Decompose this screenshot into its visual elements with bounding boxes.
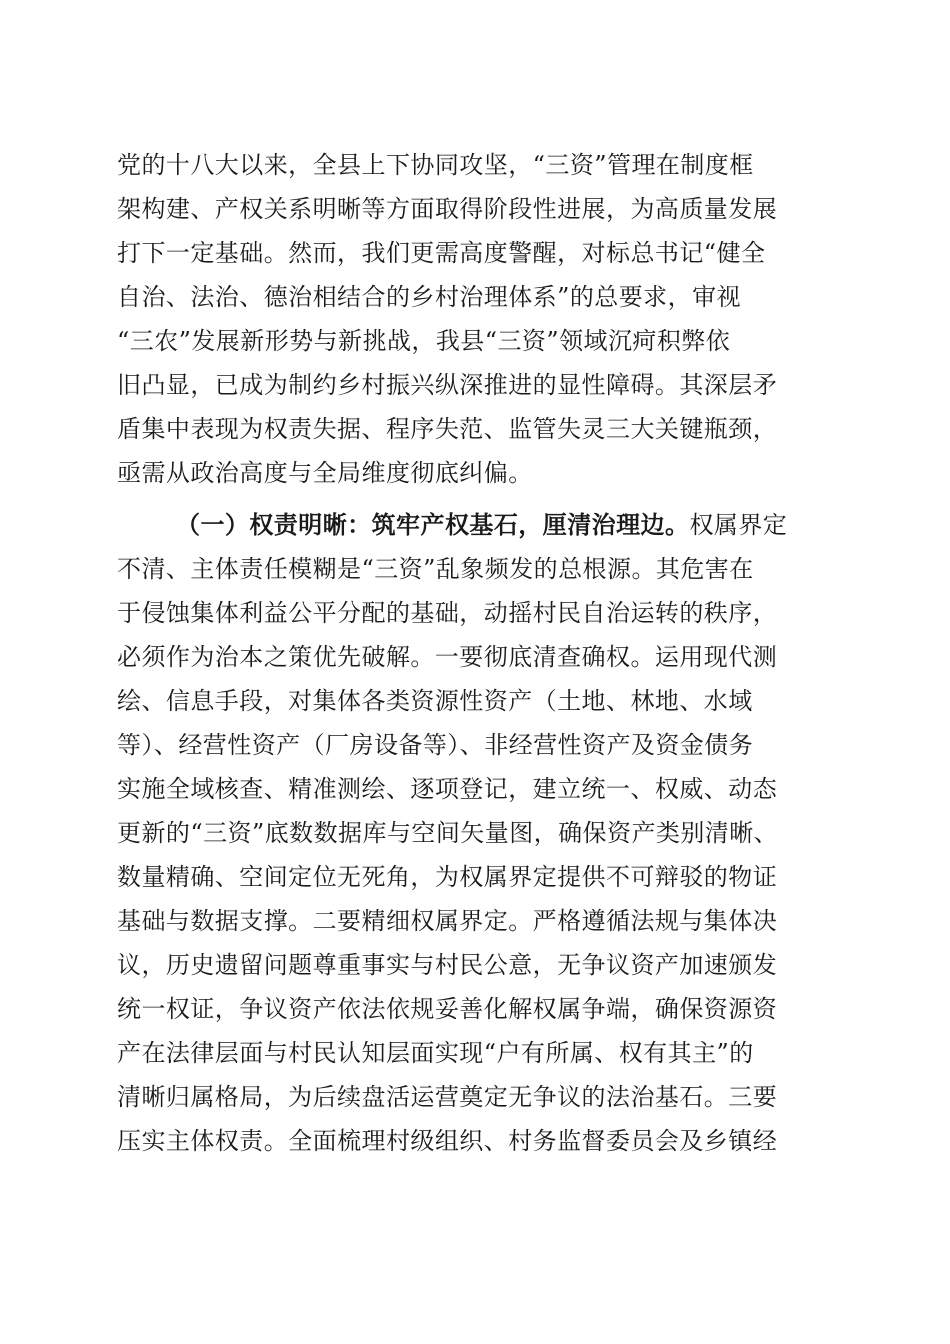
paragraph-1-line: “三农”发展新形势与新挑战，我县“三资”领域沉疴积弊依: [117, 327, 731, 355]
paragraph-2-first-line-text: 权属界定: [689, 511, 788, 539]
paragraph-1-line: 自治、法治、德治相结合的乡村治理体系”的总要求，审视: [117, 283, 741, 311]
paragraph-1-line: 亟需从政治高度与全局维度彻底纠偏。: [117, 459, 533, 487]
section-heading: （一）权责明晰：筑牢产权基石，厘清治理边。: [176, 510, 690, 539]
paragraph-2-line: 基础与数据支撑。二要精细权属界定。严格遵循法规与集体决: [117, 907, 778, 935]
paragraph-2-line: 等）、经营性资产（厂房设备等）、非经营性资产及资金债务: [117, 731, 754, 759]
paragraph-2-line: 压实主体权责。全面梳理村级组织、村务监督委员会及乡镇经: [117, 1127, 778, 1155]
paragraph-2-line: 产在法律层面与村民认知层面实现“户有所属、权有其主”的: [117, 1039, 754, 1067]
paragraph-2-line: 必须作为治本之策优先破解。一要彻底清查确权。运用现代测: [117, 643, 778, 671]
paragraph-2-line: 不清、主体责任模糊是“三资”乱象频发的总根源。其危害在: [117, 555, 754, 583]
paragraph-1-line: 架构建、产权关系明晰等方面取得阶段性进展，为高质量发展: [117, 195, 778, 223]
paragraph-1-line: 盾集中表现为权责失据、程序失范、监管失灵三大关键瓶颈，: [117, 415, 778, 443]
paragraph-1-line: 打下一定基础。然而，我们更需高度警醒，对标总书记“健全: [117, 239, 766, 267]
paragraph-1-line: 旧凸显，已成为制约乡村振兴纵深推进的显性障碍。其深层矛: [117, 371, 778, 399]
paragraph-2-line: 数量精确、空间定位无死角，为权属界定提供不可辩驳的物证: [117, 863, 778, 891]
paragraph-2-line: 统一权证，争议资产依法依规妥善化解权属争端，确保资源资: [117, 995, 778, 1023]
paragraph-1-line: 党的十八大以来，全县上下协同攻坚，“三资”管理在制度框: [117, 151, 754, 179]
paragraph-2-line: 实施全域核查、精准测绘、逐项登记，建立统一、权威、动态: [117, 775, 778, 803]
paragraph-2-line: 于侵蚀集体利益公平分配的基础，动摇村民自治运转的秩序，: [117, 599, 778, 627]
paragraph-2-first-line: [176, 505, 787, 545]
paragraph-2-line: 议，历史遗留问题尊重事实与村民公意，无争议资产加速颁发: [117, 951, 778, 979]
paragraph-2-line: 更新的“三资”底数数据库与空间矢量图，确保资产类别清晰、: [117, 819, 779, 847]
paragraph-2-line: 绘、信息手段，对集体各类资源性资产（土地、林地、水域: [117, 687, 753, 715]
paragraph-2-line: 清晰归属格局，为后续盘活运营奠定无争议的法治基石。三要: [117, 1083, 778, 1111]
